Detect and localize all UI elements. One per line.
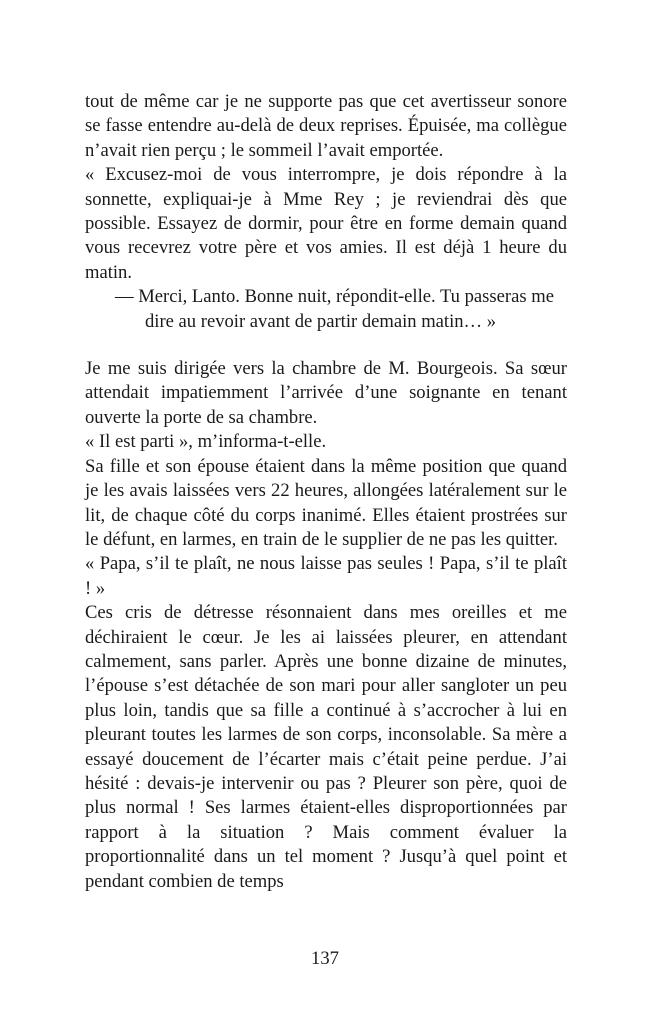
- paragraph: tout de même car je ne supporte pas que cet avertisseur sonore se fasse entendre au-delà de deux reprises. Épuisée, ma collègue n’avait rien perçu ; le sommeil l’avait emportée.: [85, 91, 567, 161]
- page-number: 137: [311, 948, 339, 969]
- paragraph: « Il est parti », m’informa-t-elle.: [85, 431, 327, 453]
- paragraph: Je me suis dirigée vers la chambre de M. Bourgeois. Sa sœur attendait impatiemment l’arrivée d’une soignante en tenant ouverte la porte de sa chambre.: [85, 358, 567, 428]
- paragraph: « Excusez-moi de vous interrompre, je dois répondre à la sonnette, expliquai-je à Mme Rey ; je reviendrai dès que possible. Essayez de dormir, pour être en forme demain quand vous recevrez votre père et vos amies. Il est déjà 1 heure du matin.: [85, 164, 567, 283]
- paragraph: « Papa, s’il te plaît, ne nous laisse pas seules ! Papa, s’il te plaît ! »: [85, 553, 567, 599]
- paragraph: Sa fille et son épouse étaient dans la même position que quand je les avais laissées vers 22 heures, allongées latéralement sur le lit, de chaque côté du corps inanimé. Elles étaient prostrées sur le défunt, en larmes, en train de le supplier de ne pas les quitter.: [85, 455, 567, 550]
- dialogue-line: — Merci, Lanto. Bonne nuit, répondit-elle. Tu passeras me dire au revoir avant de partir demain matin… »: [115, 286, 554, 332]
- section-break: [85, 334, 567, 357]
- page-body: [85, 90, 567, 894]
- paragraph: Ces cris de détresse résonnaient dans mes oreilles et me déchiraient le cœur. Je les ai laissées pleurer, en attendant calmement, sans parler. Après une bonne dizaine de minutes, l’épouse s’est détachée de son mari pour aller sangloter un peu plus loin, tandis que sa fille a continué à s’accrocher à lui en pleurant toutes les larmes de son corps, inconsolable. Sa mère a essayé doucement de l’écarter mais c’était peine perdue. J’ai hésité : devais-je intervenir ou pas ? Pleurer son père, quoi de plus normal ! Ses larmes étaient-elles disproportionnées par rapport à la situation ? Mais comment évaluer la proportionnalité dans un tel moment ? Jusqu’à quel point et pendant combien de temps: [85, 602, 567, 892]
